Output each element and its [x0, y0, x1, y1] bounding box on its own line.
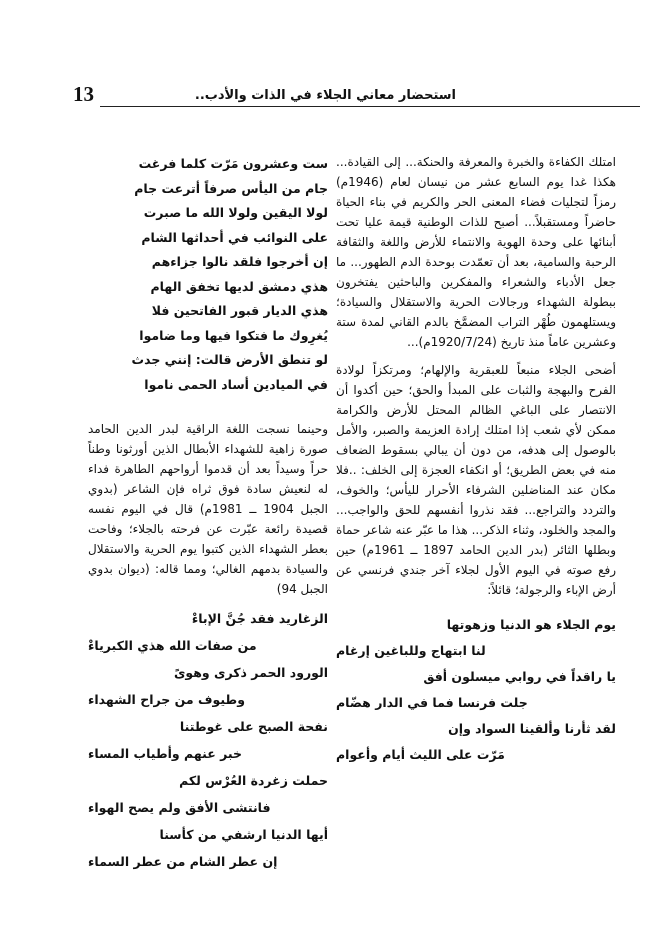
poem-line: الزغاريد فقد جُنَّ الإباءْ — [191, 611, 328, 626]
poem-line: فانتشى الأفق ولم يصح الهواء — [88, 800, 271, 815]
right-poem — [336, 612, 616, 768]
poem-line: أيها الدنيا ارشفي من كأسنا — [159, 827, 328, 842]
poem-line: لولا اليقين ولولا الله ما صبرت — [143, 205, 328, 220]
poem-line: إن عطر الشام من عطر السماء — [88, 854, 278, 869]
poem-line: الورود الحمر ذكرى وهوىً — [173, 665, 328, 680]
poem-line: هذي دمشق لديها تخفق الهام — [150, 278, 328, 294]
poem-line: مَرّت على الليث أيام وأعوام — [336, 747, 505, 762]
poem-line: لقد ثأرنا وألقينا السواد وإن — [448, 721, 616, 736]
poem-line: هذي الديار قبور الفاتحين فلا — [151, 303, 328, 318]
poem-line: جام من اليأس صرفاً أترعت جام — [134, 180, 328, 196]
right-column — [336, 152, 616, 768]
left-column — [88, 152, 328, 875]
left-poem-bottom — [88, 605, 328, 875]
poem-line: ست وعشرون مَرّت كلما فرغت — [138, 156, 328, 171]
poem-line: وطيوف من جراح الشهداء — [88, 692, 245, 707]
left-poem-top — [88, 152, 328, 397]
right-paragraph-2: أضحى الجلاء منبعاً للعبقرية والإلهام؛ ومرتكزاً لولادة الفرح والبهجة والثبات على المبدأ والحق؛ حين أكدوا أن الانتصار على الباغي الظالم المحتل للأرض والكرامة ممكن لأي شعب إذا امتلك إرادة العزيمة والصبر، والأمل بالوصول إلى هدفه، من دون أن يبالي بسقوط الضعاف منه في بعض الطريق؛ أو انكفاء العجزة إلى الخلف: ..فلا مكان عند المناضلين الشرفاء الأحرار لليأس؛ والخوف، والتردد والتراجع... فقد نذروا أنفسهم للحق والواجب... والمجد والخلود، وثناء الذكر... هذا ما عبّر عنه شاعر حماة وبطلها الثائر (بدر الدين الحامد 1897 ــ 1961م) حين رفع صوته في اليوم الأول لجلاء آخر جندي فرنسي عن أرض الإباء والرجولة؛ قائلاً: — [336, 363, 616, 597]
poem-line: في الميادين أساد الحمى ناموا — [144, 376, 328, 392]
poem-line: خبر عنهم وأطياب المساء — [88, 746, 242, 761]
poem-line: لو تنطق الأرض قالت: إنني جدث — [131, 352, 328, 367]
poem-line: يُغرِوك ما فتكوا فيها وما ضاموا — [139, 327, 328, 343]
poem-line: لنا ابتهاج وللباغين إرغام — [336, 643, 486, 658]
poem-line: من صفات الله هذي الكبرياءْ — [88, 638, 257, 653]
running-title: استحضار معاني الجلاء في الذات والأدب.. — [194, 88, 456, 103]
left-paragraph: وحينما نسجت اللغة الراقية لبدر الدين الحامد صورة زاهية للشهداء الأبطال الذين أورثونا وطناً حراً وسيداً بعد أن قدموا أرواحهم الطاهرة فداء له لنعيش سادة فوق ثراه فإن الشاعر (بدوي الجبل 1904 ــ 1981م) قال في اليوم نفسه قصيدة رائعة عبّرت عن فرحته بالجلاء؛ وفاحت بعطر الشهداء الذين كتبوا يوم الحرية والاستقلال والسيادة بدمهم الغالي؛ ومما قاله: (ديوان بدوي الجبل 94) — [88, 422, 328, 596]
poem-line: إن أخرجوا فلقد نالوا جزاءهم — [151, 254, 328, 269]
poem-line: حملت زغردة العُرْس لكم — [179, 773, 328, 788]
header-rule — [100, 106, 640, 107]
poem-line: نفحة الصبح على غوطتنا — [179, 719, 328, 734]
poem-line: يوم الجلاء هو الدنيا وزهوتها — [446, 617, 616, 632]
right-paragraph-1: امتلك الكفاءة والخبرة والمعرفة والحنكة... إلى القيادة... هكذا غدا يوم السابع عشر من نيسان لعام (1946م) رمزاً لتجليات فضاء المعنى الحر والكريم في بناء الحياة حاضراً ومستقبلاً... أصبح للذات الوطنية قيمة عليا تحت أبنائها على وحدة الهوية والانتماء للأرض واللغة والثقافة الرحبة والسامية، بعد أن تعمّدت بوحدة الدم الطهور... ما جعل الأدباء والشعراء والمفكرين والباحثين يفتخرون ببطولة الشهداء ورجالات الحرية والاستقلال والسيادة؛ ويستلهمون طُهْر التراب المضمَّخ بالدم القاني لمدة ستة وعشرين عاماً منذ تاريخ (1920/7/24م)... — [336, 155, 616, 349]
page-number: 13 — [73, 82, 94, 106]
poem-line: جلت فرنسا فما في الدار هضّام — [336, 695, 528, 710]
poem-line: يا راقداً في روابي ميسلون أفق — [423, 669, 616, 684]
poem-line: على النوائب في أحداثها الشام — [141, 229, 328, 245]
